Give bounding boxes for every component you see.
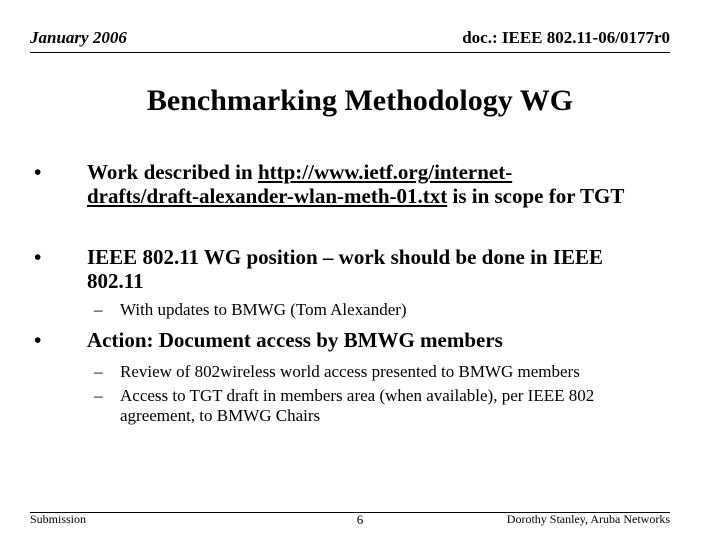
dash-icon: –: [94, 300, 103, 319]
sub-bullet-updates: [94, 300, 674, 320]
header-date: January 2006: [30, 28, 127, 47]
bullet-2-text: IEEE 802.11 WG position – work should be done in IEEE 802.11: [87, 245, 604, 293]
bullet-1-prefix: Work described in: [87, 160, 258, 184]
bullet-3-text: Action: Document access by BMWG members: [87, 328, 503, 352]
footer-author: Dorothy Stanley, Aruba Networks: [506, 512, 670, 526]
footer-submission: Submission: [30, 512, 87, 526]
dash-icon: –: [94, 362, 103, 381]
sub-bullet-review: [94, 362, 674, 382]
bullet-dot-icon: •: [34, 160, 42, 184]
draft-link-line1: http://www.ietf.org/internet-: [257, 160, 513, 184]
header-rule: [30, 52, 670, 53]
sub-bullet-3-2-text: Access to TGT draft in members area (when available), per IEEE 802 agreement, to BMWG Chairs: [120, 386, 595, 425]
sub-bullet-2-1-text: With updates to BMWG (Tom Alexander): [120, 300, 407, 319]
bullet-action: [34, 328, 674, 352]
draft-link-line2: drafts/draft-alexander-wlan-meth-01.txt: [87, 184, 448, 208]
dash-icon: –: [94, 386, 103, 405]
slide-title: Benchmarking Methodology WG: [146, 84, 574, 117]
bullet-dot-icon: •: [34, 328, 42, 352]
bullet-dot-icon: •: [34, 245, 42, 269]
sub-bullet-access: [94, 386, 654, 426]
bullet-1-suffix: is in scope for TGT: [447, 184, 625, 208]
bullet-wg-position: [34, 245, 674, 293]
footer-page-number: 6: [356, 512, 364, 527]
sub-bullet-3-1-text: Review of 802wireless world access presented to BMWG members: [120, 362, 580, 381]
header-doc-id: doc.: IEEE 802.11-06/0177r0: [462, 28, 670, 47]
bullet-work-scope: [34, 160, 674, 208]
